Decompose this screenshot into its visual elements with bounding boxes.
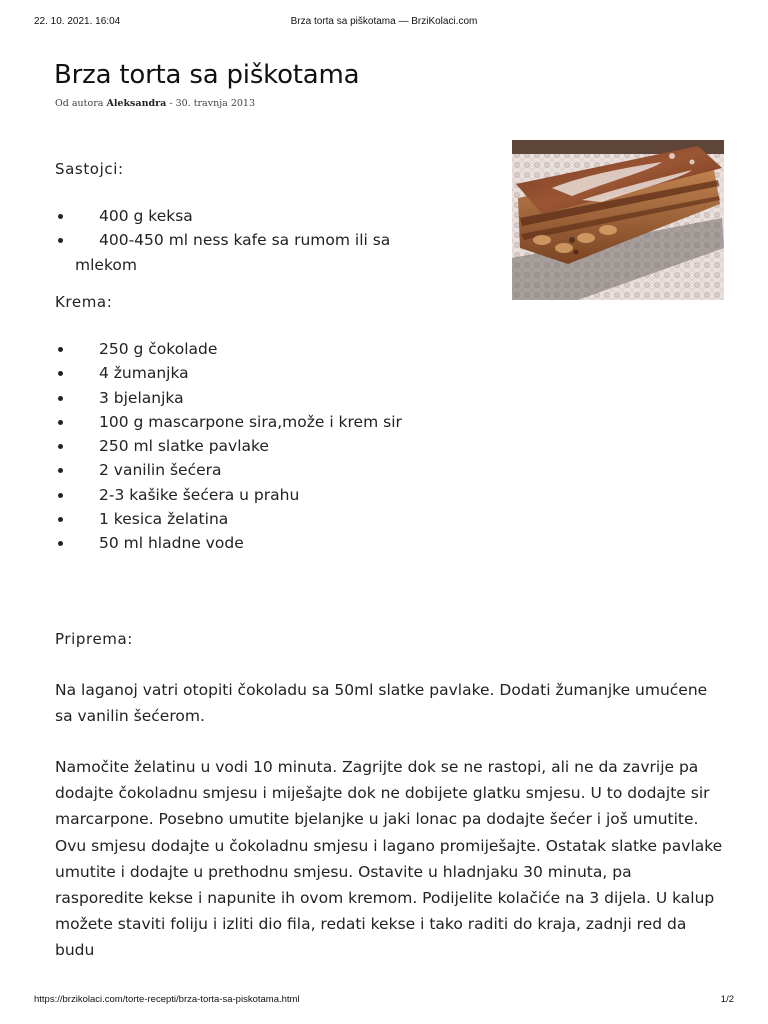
cream-list [55,337,495,556]
preparation-paragraph-2: Namočite želatinu u vodi 10 minuta. Zagrijte dok se ne rastopi, ali ne da zavrije pa dodajte čokoladnu smjesu i miješajte dok ne dobijete glatku smjesu. U to dodajte sir marcarpone. Posebno umutite bjelanjke u jaki lonac pa dodajte šećer i još umutite. Ovu smjesu dodajte u čokoladnu smjesu i lagano promiješajte. Ostatak slatke pavlake umutite i dodajte u prethodnu smjesu. Ostavite u hladnjaku 30 minuta, pa rasporedite kekse i napunite ih ovom kremom. Podijelite kolačiće na 3 dijela. U kalup možete staviti foliju i izliti dio fila, redati kekse i tako raditi do kraja, zadnji red da budu [55,758,723,960]
list-item: 3 bjelanjka [55,386,495,410]
list-item: 100 g mascarpone sira,može i krem sir [55,410,495,434]
preparation-label: Priprema: [55,630,133,648]
preparation-paragraph-1: Na laganoj vatri otopiti čokoladu sa 50ml slatke pavlake. Dodati žumanjke umućene sa vanilin šećerom. [55,681,708,726]
ingredients-label: Sastojci: [55,160,124,178]
print-header [34,16,734,30]
print-page-title: Brza torta sa piškotama — BrziKolaci.com [290,16,478,27]
list-item: 250 g čokolade [55,337,495,361]
list-item: 250 ml slatke pavlake [55,434,495,458]
list-item: 2 vanilin šećera [55,458,495,482]
list-item: 1 kesica želatina [55,507,495,531]
cream-label: Krema: [55,293,113,311]
author-name[interactable]: Aleksandra [106,98,167,109]
article-date: 30. travnja 2013 [175,98,256,109]
page-url[interactable]: https://brzikolaci.com/torte-recepti/brza-torta-sa-piskotama.html [34,994,300,1005]
print-footer [34,994,734,1008]
print-datetime: 22. 10. 2021. 16:04 [34,16,121,27]
article-title: Brza torta sa piškotama [54,60,360,90]
byline-separator: - [169,98,173,109]
list-item: 400 g keksa [55,204,455,228]
page-number: 1/2 [720,994,734,1005]
ingredients-list [55,204,455,277]
article-byline [55,98,255,109]
list-item: 4 žumanjka [55,361,495,385]
byline-prefix: Od autora [55,98,104,109]
list-item: 2-3 kašike šećera u prahu [55,483,495,507]
cake-photo [512,140,724,300]
list-item: 400-450 ml ness kafe sa rumom ili sa mlekom [55,228,455,277]
list-item: 50 ml hladne vode [55,531,495,555]
cake-photo-image [512,140,724,300]
